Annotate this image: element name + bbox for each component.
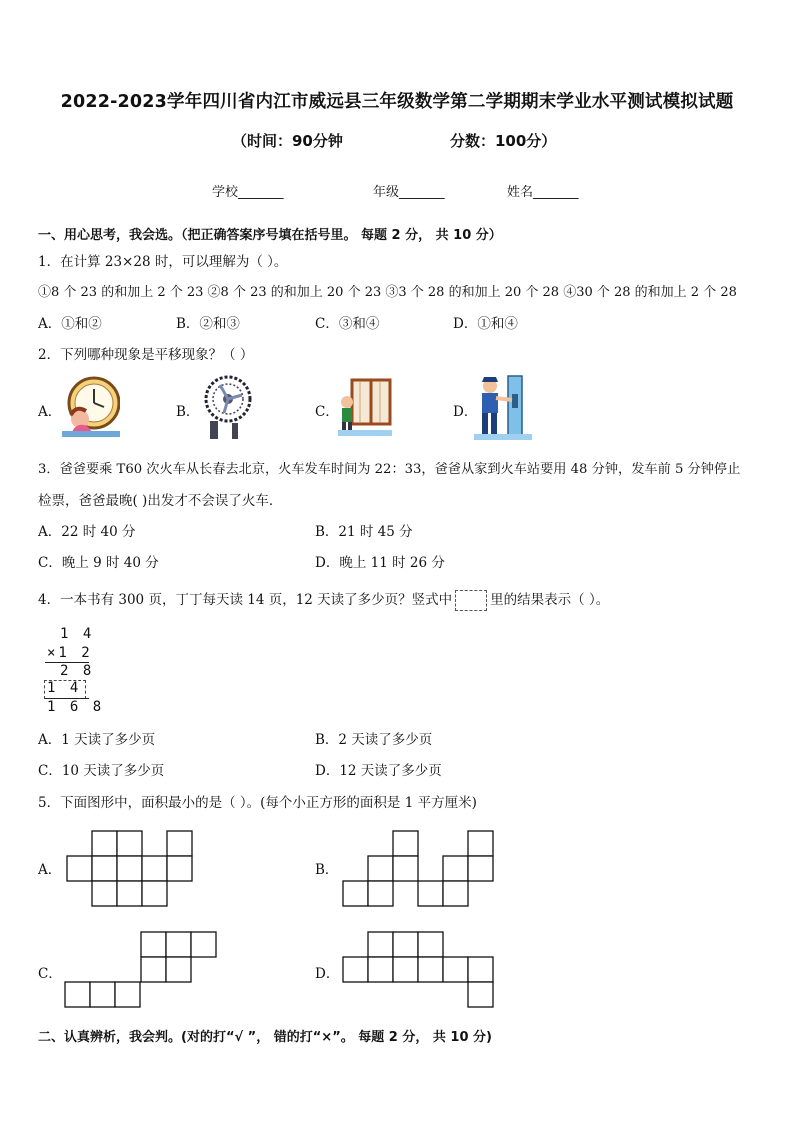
question-2-option-b[interactable]: B． — [176, 404, 200, 420]
question-3-option-b[interactable]: B．21 时 45 分 — [315, 524, 413, 540]
question-2-stem: 2．下列哪种现象是平移现象？（ ） — [38, 347, 254, 363]
question-5-option-c[interactable]: C． — [38, 966, 62, 982]
section-2-heading: 二、认真辨析，我会判。(对的打“√ ”， 错的打“×”。 每题 2 分， 共 10 分) — [38, 1030, 492, 1045]
question-3-option-d[interactable]: D．晚上 11 时 26 分 — [315, 555, 445, 571]
dashed-answer-box — [455, 590, 487, 611]
question-2-option-c[interactable]: C． — [315, 404, 339, 420]
question-3-stem-line-1: 3．爸爸要乘 T60 次火车从长春去北京，火车发车时间为 22：33，爸爸从家到火车站要用 48 分钟，发车前 5 分钟停止 — [38, 462, 741, 477]
question-1-option-a[interactable]: A．①和② — [38, 316, 102, 332]
question-2-option-d[interactable]: D． — [453, 404, 478, 420]
question-1-option-c[interactable]: C．③和④ — [315, 316, 380, 332]
question-1-option-d[interactable]: D．①和④ — [453, 316, 518, 332]
exam-time: （时间：90分钟 — [232, 132, 343, 150]
figure-b-grid — [342, 829, 497, 909]
fan-image — [198, 371, 254, 443]
calc-row-partial-2: 1 4 — [47, 680, 82, 696]
figure-c-grid — [63, 930, 221, 1010]
question-4-option-c[interactable]: C．10 天读了多少页 — [38, 763, 165, 779]
question-4-stem-part-1: 4．一本书有 300 页，丁丁每天读 14 页，12 天读了多少页？竖式中 — [38, 592, 453, 608]
question-4-option-a[interactable]: A．1 天读了多少页 — [38, 732, 156, 748]
calc-row-product: 1 6 8 — [47, 699, 105, 715]
question-4-option-b[interactable]: B．2 天读了多少页 — [315, 732, 433, 748]
calc-row-multiplicand: 1 4 — [60, 626, 95, 642]
worker-rotating-valve-image — [474, 374, 532, 440]
question-4-option-d[interactable]: D．12 天读了多少页 — [315, 763, 442, 779]
page-title: 2022-2023学年四川省内江市威远县三年级数学第二学期期末学业水平测试模拟试题 — [60, 92, 734, 112]
figure-a-grid — [66, 829, 196, 909]
calc-row-multiplier: ×1 2 — [47, 645, 93, 661]
question-5-stem: 5．下面图形中，面积最小的是（ ）。(每个小正方形的面积是 1 平方厘米) — [38, 795, 477, 811]
school-field[interactable]: 学校_______ — [212, 185, 284, 200]
question-3-stem-line-2: 检票，爸爸最晚( )出发才不会误了火车． — [38, 493, 283, 509]
section-1-heading: 一、用心思考，我会选。（把正确答案序号填在括号里。 每题 2 分， 共 10 分） — [38, 228, 502, 243]
question-4-stem-part-2: 里的结果表示（ ）。 — [490, 592, 610, 608]
question-5-option-b[interactable]: B． — [315, 862, 339, 878]
question-1-stem: 1．在计算 23×28 时，可以理解为（ ）。 — [38, 254, 288, 270]
question-1-option-b[interactable]: B．②和③ — [176, 316, 240, 332]
exam-score: 分数：100分） — [450, 132, 557, 150]
question-2-option-a[interactable]: A． — [38, 404, 62, 420]
question-3-option-a[interactable]: A．22 时 40 分 — [38, 524, 136, 540]
grade-field[interactable]: 年级_______ — [373, 185, 445, 200]
name-field[interactable]: 姓名_______ — [507, 185, 579, 200]
question-1-choices: ①8 个 23 的和加上 2 个 23 ②8 个 23 的和加上 20 个 23 ③3 个 28 的和加上 20 个 28 ④30 个 28 的和加上 2 个 28 — [38, 285, 737, 300]
clock-hands-image — [62, 375, 120, 437]
calc-row-partial-1: 2 8 — [60, 663, 95, 679]
question-5-option-a[interactable]: A． — [38, 862, 62, 878]
question-5-option-d[interactable]: D． — [315, 966, 340, 982]
question-4-stem — [38, 588, 609, 611]
figure-d-grid — [342, 930, 500, 1010]
window-slide-image — [338, 378, 392, 436]
question-3-option-c[interactable]: C．晚上 9 时 40 分 — [38, 555, 159, 571]
